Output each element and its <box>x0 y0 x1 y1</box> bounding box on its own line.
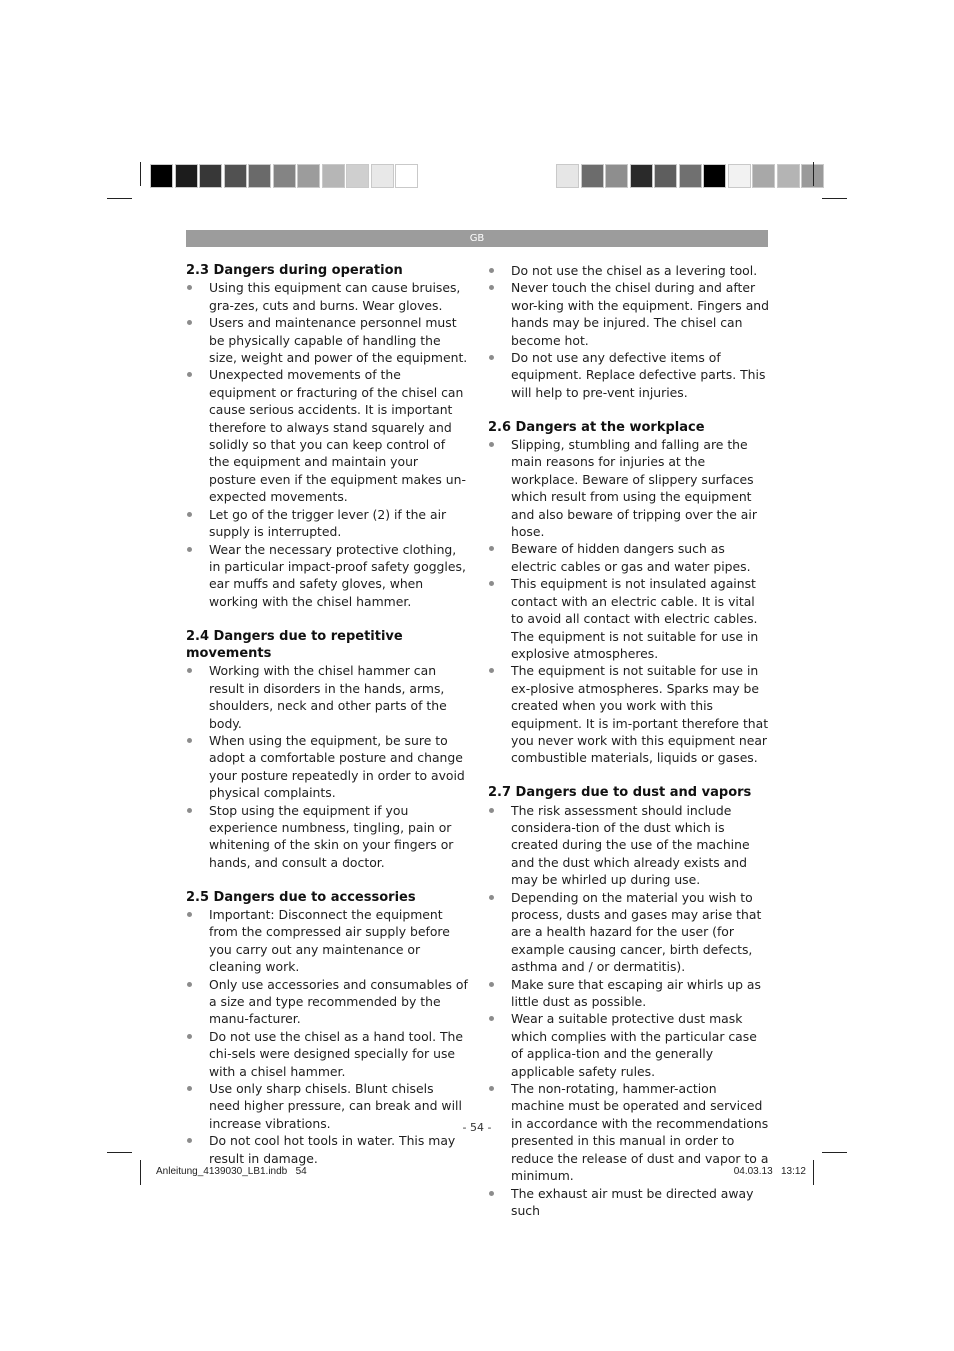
bullet-list <box>488 436 770 767</box>
list-item-text: This equipment is not insulated against contact with an electric cable. It is vital to avoid all contact with electric cables. The equipment is not suitable for use in explosive atmospheres. <box>511 576 759 661</box>
color-swatch <box>322 164 345 188</box>
list-item <box>488 976 770 1011</box>
section-heading: 2.3 Dangers during operation <box>186 263 403 278</box>
crop-mark <box>140 162 141 186</box>
page-number: - 54 - <box>462 1121 492 1134</box>
color-swatch <box>371 164 394 188</box>
crop-mark <box>822 198 847 199</box>
list-item <box>488 1010 770 1080</box>
bullet-icon <box>187 912 192 917</box>
bullet-icon <box>187 1034 192 1039</box>
list-item <box>186 506 468 541</box>
bullet-icon <box>489 285 494 290</box>
color-swatch <box>581 164 604 188</box>
section-heading: 2.5 Dangers due to accessories <box>186 889 416 905</box>
list-item-text: The non-rotating, hammer-action machine must be operated and serviced in accordance with the recommendations presented in this manual in order to reduce the release of dust and vapor to a minimum. <box>511 1081 769 1184</box>
bullet-icon <box>187 738 192 743</box>
bullet-list <box>488 802 770 1220</box>
color-swatch <box>248 164 271 188</box>
list-item-text: Wear a suitable protective dust mask which complies with the particular case of applica-tion and the generally applicable safety rules. <box>511 1011 757 1079</box>
crop-mark <box>107 1152 132 1153</box>
crop-mark <box>813 162 814 186</box>
list-item <box>186 976 468 1028</box>
section <box>186 262 468 610</box>
bullet-icon <box>489 355 494 360</box>
bullet-icon <box>489 895 494 900</box>
color-swatch <box>395 164 418 188</box>
list-item-text: Never touch the chisel during and after wor-king with the equipment. Fingers and hands may be injured. The chisel can become hot. <box>511 280 769 348</box>
list-item <box>186 366 468 505</box>
list-item-text: Make sure that escaping air whirls up as little dust as possible. <box>511 976 761 1010</box>
list-item <box>186 279 468 314</box>
color-swatch <box>605 164 628 188</box>
list-item-text: Important: Disconnect the equipment from the compressed air supply before you carry out any maintenance or cleaning work. <box>209 907 450 975</box>
bullet-icon <box>489 1016 494 1021</box>
bullet-icon <box>187 512 192 517</box>
section <box>186 628 468 872</box>
crop-mark <box>813 1160 814 1185</box>
list-item-text: Do not use any defective items of equipment. Replace defective parts. This will help to pre-vent injuries. <box>511 350 766 400</box>
bullet-icon <box>489 268 494 273</box>
list-item-text: Working with the chisel hammer can result in disorders in the hands, arms, shoulders, neck and other parts of the body. <box>209 663 447 731</box>
bullet-icon <box>489 581 494 586</box>
bullet-icon <box>489 668 494 673</box>
right-column <box>488 262 770 1237</box>
list-item-text: Use only sharp chisels. Blunt chisels need higher pressure, can break and will increase vibrations. <box>209 1081 462 1131</box>
section <box>488 262 770 401</box>
list-item <box>186 1132 468 1167</box>
section-heading: 2.7 Dangers due to dust and vapors <box>488 785 752 801</box>
list-item <box>186 662 468 732</box>
bullet-icon <box>187 547 192 552</box>
list-item <box>488 349 770 401</box>
list-item <box>488 262 770 279</box>
bullet-icon <box>187 982 192 987</box>
footer-file-name: Anleitung_4139030_LB1.indb 54 <box>156 1166 307 1177</box>
list-item-text: Only use accessories and consumables of a size and type recommended by the manu-facturer. <box>209 976 468 1027</box>
color-swatch <box>346 164 369 188</box>
color-swatch <box>703 164 726 188</box>
bullet-icon <box>187 808 192 813</box>
crop-mark <box>140 1160 141 1185</box>
color-calibration-strip-right <box>556 164 826 188</box>
list-item <box>488 436 770 540</box>
language-header-bar <box>186 230 768 247</box>
bullet-icon <box>187 320 192 325</box>
language-tag: GB <box>469 233 485 244</box>
section-heading: 2.4 Dangers due to repetitive movements <box>186 628 403 661</box>
bullet-list <box>488 262 770 401</box>
list-item-text: Users and maintenance personnel must be physically capable of handling the size, weight and power of the equipment. <box>209 315 468 366</box>
color-swatch <box>777 164 800 188</box>
footer-date-time: 04.03.13 13:12 <box>733 1166 806 1177</box>
section-heading: 2.6 Dangers at the workplace <box>488 419 705 435</box>
list-item <box>488 662 770 766</box>
list-item-text: Using this equipment can cause bruises, gra-zes, cuts and burns. Wear gloves. <box>209 280 461 313</box>
list-item-text: The exhaust air must be directed away such <box>511 1185 754 1218</box>
bullet-icon <box>489 546 494 551</box>
list-item-text: The risk assessment should include considera-tion of the dust which is created during the use of the machine and the dust which already exists and may be whirled up during use. <box>511 802 750 888</box>
color-swatch <box>150 164 173 188</box>
crop-mark <box>107 198 132 199</box>
color-swatch <box>199 164 222 188</box>
list-item-text: Slipping, stumbling and falling are the main reasons for injuries at the workplace. Beware of slippery surfaces which result from using the equipment and also beware of tripping over the air hose. <box>511 437 757 540</box>
list-item-text: Do not use the chisel as a hand tool. The chi-sels were designed specially for use with a chisel hammer. <box>209 1028 464 1079</box>
list-item <box>488 540 770 575</box>
list-item-text: Do not use the chisel as a levering tool. <box>511 263 758 278</box>
list-item <box>186 541 468 611</box>
list-item <box>488 575 770 662</box>
color-swatch <box>297 164 320 188</box>
list-item <box>186 314 468 366</box>
list-item <box>186 1028 468 1080</box>
list-item-text: Stop using the equipment if you experience numbness, tingling, pain or whitening of the skin on your fingers or hands, and consult a doctor. <box>209 802 454 870</box>
list-item-text: Do not cool hot tools in water. This may result in damage. <box>209 1133 456 1166</box>
bullet-icon <box>187 1138 192 1143</box>
bullet-icon <box>489 982 494 987</box>
bullet-icon <box>187 372 192 377</box>
color-swatch <box>654 164 677 188</box>
color-swatch <box>679 164 702 188</box>
list-item-text: Beware of hidden dangers such as electric cables or gas and water pipes. <box>511 541 751 574</box>
section <box>488 419 770 767</box>
list-item-text: Wear the necessary protective clothing, in particular impact-proof safety goggles, ear muffs and safety gloves, when working with the chisel hammer. <box>209 541 466 609</box>
color-swatch <box>630 164 653 188</box>
color-swatch <box>752 164 775 188</box>
list-item-text: Depending on the material you wish to process, dusts and gases may arise that are a health hazard for the user (for example causing cancer, birth defects, asthma and / or dermatitis). <box>511 889 762 975</box>
list-item-text: When using the equipment, be sure to adopt a comfortable posture and change your posture repeatedly in order to avoid physical complaints. <box>209 732 465 801</box>
color-calibration-strip-left <box>150 164 420 188</box>
bullet-icon <box>187 668 192 673</box>
list-item <box>488 1185 770 1220</box>
bullet-list <box>186 279 468 610</box>
bullet-icon <box>489 442 494 447</box>
bullet-list <box>186 662 468 871</box>
crop-mark <box>822 1152 847 1153</box>
list-item <box>186 802 468 872</box>
bullet-icon <box>187 1086 192 1091</box>
left-column <box>186 262 468 1184</box>
bullet-icon <box>187 285 192 290</box>
bullet-icon <box>489 1086 494 1091</box>
color-swatch <box>728 164 751 188</box>
color-swatch <box>224 164 247 188</box>
color-swatch <box>273 164 296 188</box>
list-item <box>488 802 770 889</box>
list-item-text: Unexpected movements of the equipment or fracturing of the chisel can cause serious accidents. It is important therefore to always stand squarely and solidly so that you can keep control of the equipment and maintain your posture even if the equipment makes un-expected movements. <box>209 367 466 505</box>
list-item-text: Let go of the trigger lever (2) if the air supply is interrupted. <box>209 506 447 540</box>
list-item <box>488 279 770 349</box>
bullet-icon <box>489 1191 494 1196</box>
section <box>488 784 770 1219</box>
bullet-icon <box>489 808 494 813</box>
list-item-text: The equipment is not suitable for use in ex-plosive atmospheres. Sparks may be created when you work with this equipment. It is im-portant therefore that you never work with this equipment near combustible materials, liquids or gases. <box>511 663 769 766</box>
list-item <box>186 906 468 976</box>
color-swatch <box>556 164 579 188</box>
list-item <box>488 889 770 976</box>
color-swatch <box>175 164 198 188</box>
list-item <box>186 732 468 802</box>
